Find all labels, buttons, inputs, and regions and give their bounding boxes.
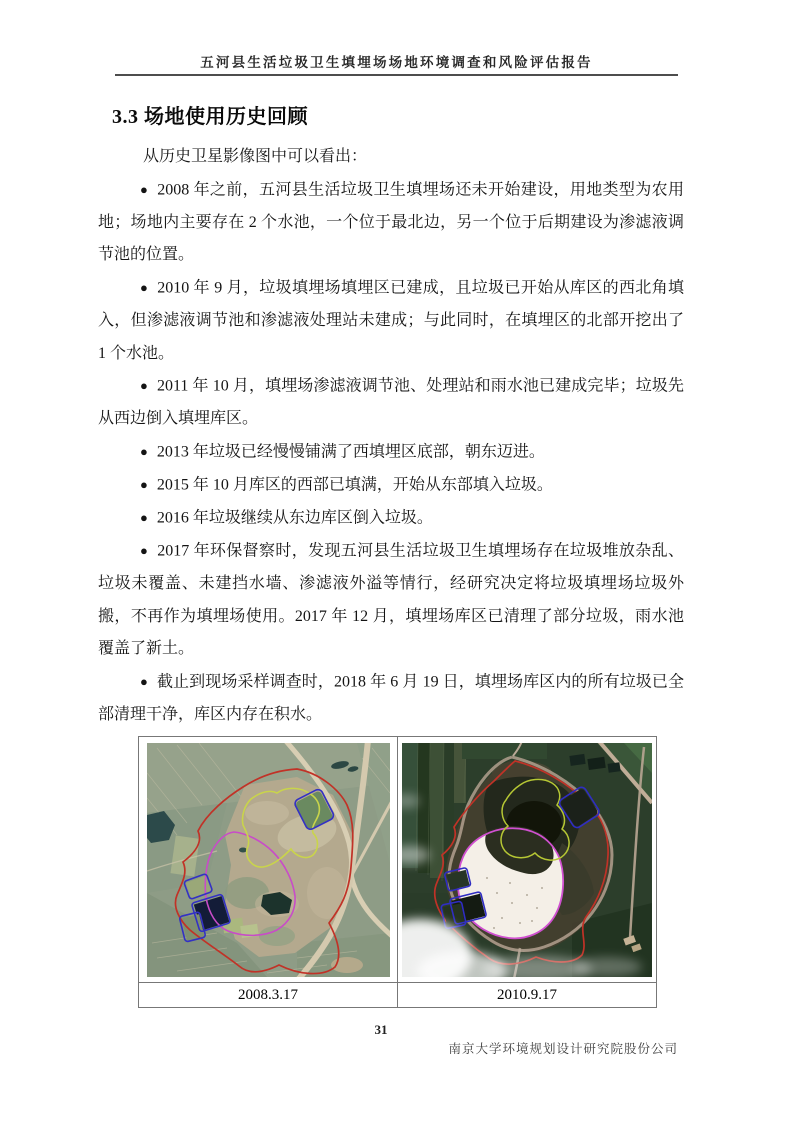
- figure-caption-2008: 2008.3.17: [139, 983, 398, 1007]
- bullet-icon: ●: [140, 674, 148, 689]
- bullet-text: 2015 年 10 月库区的西部已填满，开始从东部填入垃圾。: [156, 476, 553, 494]
- bullet-item-2015: [98, 469, 684, 502]
- header-divider: [115, 74, 678, 76]
- bullet-icon: ●: [140, 181, 149, 197]
- bullet-text: 2013 年垃圾已经慢慢铺满了西填埋区底部，朝东迈进。: [156, 443, 545, 461]
- bullet-icon: ●: [140, 476, 148, 492]
- satellite-figure: [138, 736, 657, 1008]
- bullet-item-2016: [98, 502, 684, 535]
- footer-company: 南京大学环境规划设计研究院股份公司: [448, 1042, 678, 1056]
- satellite-image-2010: [402, 743, 652, 977]
- figure-caption-row: [139, 982, 656, 1007]
- bullet-item-2018: [98, 666, 684, 732]
- body-text: [98, 141, 684, 732]
- bullet-icon: ●: [140, 510, 148, 526]
- bullet-text: 2017 年环保督察时，发现五河县生活垃圾卫生填埋场存在垃圾堆放杂乱、垃圾未覆盖、未建挡水墙、渗滤液外溢等情行，经研究决定将垃圾填埋场垃圾外搬，不再作为填埋场使用。2017 年 12 月，填埋场库区已清理了部分垃圾，雨水池覆盖了新土。: [98, 542, 684, 658]
- bullet-item-2008: [98, 174, 684, 272]
- bullet-text: 2011 年 10 月，填埋场渗滤液调节池、处理站和雨水池已建成完毕；垃圾先从西边倒入填埋库区。: [98, 377, 684, 428]
- bullet-text: 2016 年垃圾继续从东边库区倒入垃圾。: [156, 509, 433, 527]
- section-heading: 3.3 场地使用历史回顾: [112, 106, 308, 128]
- bullet-text: 截止到现场采样调查时，2018 年 6 月 19 日，填埋场库区内的所有垃圾已全部清理干净，库区内存在积水。: [98, 673, 684, 724]
- figure-cell-2008: [139, 737, 398, 982]
- bullet-icon: ●: [140, 543, 149, 559]
- page-header-title: 五河县生活垃圾卫生填埋场场地环境调查和风险评估报告: [200, 55, 593, 70]
- bullet-icon: ●: [140, 279, 149, 295]
- figure-caption-2010: 2010.9.17: [497, 986, 557, 1003]
- bullet-item-2013: [98, 436, 684, 469]
- page-number: 31: [374, 1022, 388, 1037]
- figure-image-row: [139, 737, 656, 982]
- satellite-image-2008: [147, 743, 390, 977]
- bullet-text: 2008 年之前，五河县生活垃圾卫生填埋场还未开始建设，用地类型为农用地；场地内主要存在 2 个水池，一个位于最北边，另一个位于后期建设为渗滤液调节池的位置。: [98, 181, 684, 264]
- figure-cell-2010: [398, 737, 656, 982]
- bullet-item-2017: [98, 535, 684, 666]
- bullet-icon: ●: [140, 378, 148, 394]
- bullet-icon: ●: [140, 443, 148, 459]
- bullet-item-2011: [98, 370, 684, 436]
- bullet-text: 2010 年 9 月，垃圾填埋场填埋区已建成，且垃圾已开始从库区的西北角填入，但渗滤液调节池和渗滤液处理站未建成；与此同时，在填埋区的北部开挖出了 1 个水池。: [98, 279, 684, 362]
- intro-paragraph: 从历史卫星影像图中可以看出：: [143, 148, 368, 165]
- bullet-item-2010: [98, 272, 684, 370]
